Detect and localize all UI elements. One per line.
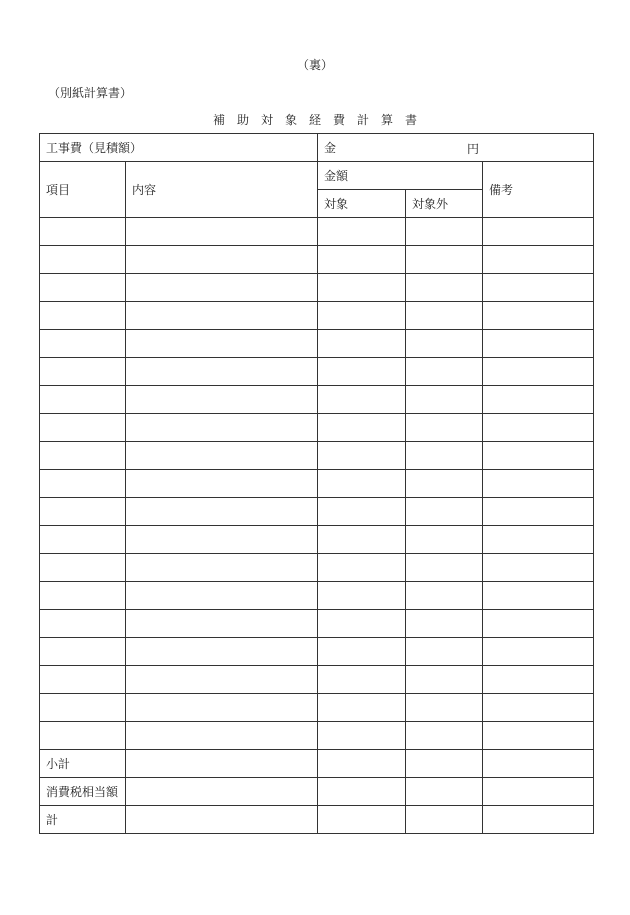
item-cell[interactable] — [40, 414, 126, 442]
item-cell[interactable] — [40, 722, 126, 750]
remarks-cell[interactable] — [483, 414, 594, 442]
ineligible-amount-cell[interactable] — [406, 806, 483, 834]
table-row — [40, 666, 594, 694]
content-cell[interactable] — [126, 414, 318, 442]
content-cell[interactable] — [126, 386, 318, 414]
remarks-cell[interactable] — [483, 582, 594, 610]
remarks-cell[interactable] — [483, 358, 594, 386]
remarks-cell[interactable] — [483, 666, 594, 694]
eligible-amount-cell[interactable] — [318, 470, 406, 498]
eligible-amount-cell[interactable] — [318, 666, 406, 694]
item-cell[interactable] — [40, 246, 126, 274]
table-row — [40, 218, 594, 246]
eligible-amount-cell[interactable] — [318, 638, 406, 666]
remarks-cell[interactable] — [483, 806, 594, 834]
remarks-cell[interactable] — [483, 218, 594, 246]
ineligible-amount-cell[interactable] — [406, 582, 483, 610]
item-cell[interactable] — [40, 526, 126, 554]
table-row — [40, 330, 594, 358]
table-row — [40, 694, 594, 722]
remarks-cell[interactable] — [483, 554, 594, 582]
table-row — [40, 498, 594, 526]
ineligible-amount-cell[interactable] — [406, 526, 483, 554]
content-cell[interactable] — [126, 806, 318, 834]
summary-row — [40, 806, 594, 834]
content-cell[interactable] — [126, 246, 318, 274]
item-cell[interactable] — [40, 666, 126, 694]
ineligible-amount-cell[interactable] — [406, 778, 483, 806]
eligible-amount-cell[interactable] — [318, 386, 406, 414]
eligible-amount-cell[interactable] — [318, 554, 406, 582]
table-row — [40, 414, 594, 442]
remarks-cell[interactable] — [483, 302, 594, 330]
remarks-cell[interactable] — [483, 694, 594, 722]
content-cell[interactable] — [126, 330, 318, 358]
item-cell[interactable] — [40, 330, 126, 358]
table-row — [40, 274, 594, 302]
table-row — [40, 442, 594, 470]
ineligible-amount-cell[interactable] — [406, 358, 483, 386]
ineligible-amount-cell[interactable] — [406, 666, 483, 694]
cost-calculation-table — [39, 133, 594, 834]
eligible-amount-cell[interactable] — [318, 274, 406, 302]
ineligible-amount-cell[interactable] — [406, 274, 483, 302]
table-row — [40, 582, 594, 610]
content-column-header: 内容 — [126, 162, 318, 218]
eligible-amount-cell[interactable] — [318, 582, 406, 610]
eligible-amount-cell[interactable] — [318, 778, 406, 806]
item-cell[interactable] — [40, 610, 126, 638]
eligible-amount-cell[interactable] — [318, 722, 406, 750]
item-cell[interactable] — [40, 274, 126, 302]
content-cell[interactable] — [126, 582, 318, 610]
remarks-cell[interactable] — [483, 470, 594, 498]
document-title: 補助対象経費計算書 — [212, 113, 429, 127]
ineligible-amount-cell[interactable] — [406, 498, 483, 526]
item-cell[interactable] — [40, 498, 126, 526]
content-cell[interactable] — [126, 274, 318, 302]
construction-cost-label: 工事費（見積額） — [40, 134, 318, 162]
content-cell[interactable] — [126, 610, 318, 638]
remarks-cell[interactable] — [483, 750, 594, 778]
content-cell[interactable] — [126, 722, 318, 750]
item-cell[interactable] — [40, 442, 126, 470]
remarks-cell[interactable] — [483, 330, 594, 358]
remarks-cell[interactable] — [483, 274, 594, 302]
ineligible-amount-cell[interactable] — [406, 638, 483, 666]
eligible-amount-cell[interactable] — [318, 694, 406, 722]
table-row — [40, 610, 594, 638]
summary-row-label: 消費税相当額 — [40, 778, 126, 806]
content-cell[interactable] — [126, 554, 318, 582]
content-cell[interactable] — [126, 778, 318, 806]
eligible-amount-cell[interactable] — [318, 610, 406, 638]
item-cell[interactable] — [40, 638, 126, 666]
eligible-amount-cell[interactable] — [318, 750, 406, 778]
ineligible-amount-cell[interactable] — [406, 610, 483, 638]
content-cell[interactable] — [126, 694, 318, 722]
table-row — [40, 246, 594, 274]
ineligible-amount-cell[interactable] — [406, 330, 483, 358]
eligible-amount-cell[interactable] — [318, 358, 406, 386]
remarks-cell[interactable] — [483, 526, 594, 554]
table-row — [40, 526, 594, 554]
table-row — [40, 638, 594, 666]
attachment-label: （別紙計算書） — [48, 86, 133, 100]
reverse-side-label: （裏） — [296, 58, 333, 72]
eligible-amount-header: 対象 — [318, 190, 406, 218]
ineligible-amount-cell[interactable] — [406, 414, 483, 442]
remarks-column-header: 備考 — [483, 162, 594, 218]
ineligible-amount-cell[interactable] — [406, 246, 483, 274]
construction-cost-row — [40, 134, 594, 162]
ineligible-amount-cell[interactable] — [406, 694, 483, 722]
summary-row-label: 小計 — [40, 750, 126, 778]
remarks-cell[interactable] — [483, 442, 594, 470]
summary-row — [40, 750, 594, 778]
ineligible-amount-cell[interactable] — [406, 302, 483, 330]
table-row — [40, 358, 594, 386]
item-cell[interactable] — [40, 302, 126, 330]
content-cell[interactable] — [126, 666, 318, 694]
item-cell[interactable] — [40, 582, 126, 610]
content-cell[interactable] — [126, 218, 318, 246]
remarks-cell[interactable] — [483, 246, 594, 274]
content-cell[interactable] — [126, 358, 318, 386]
remarks-cell[interactable] — [483, 778, 594, 806]
remarks-cell[interactable] — [483, 386, 594, 414]
eligible-amount-cell[interactable] — [318, 806, 406, 834]
remarks-cell[interactable] — [483, 498, 594, 526]
ineligible-amount-header: 対象外 — [406, 190, 483, 218]
remarks-cell[interactable] — [483, 610, 594, 638]
table-row — [40, 386, 594, 414]
currency-unit: 円 — [467, 142, 480, 156]
amount-column-header: 金額 — [318, 162, 483, 190]
content-cell[interactable] — [126, 750, 318, 778]
eligible-amount-cell[interactable] — [318, 246, 406, 274]
remarks-cell[interactable] — [483, 638, 594, 666]
ineligible-amount-cell[interactable] — [406, 554, 483, 582]
eligible-amount-cell[interactable] — [318, 442, 406, 470]
table-row — [40, 722, 594, 750]
ineligible-amount-cell[interactable] — [406, 442, 483, 470]
summary-row — [40, 778, 594, 806]
summary-row-label: 計 — [40, 806, 126, 834]
ineligible-amount-cell[interactable] — [406, 750, 483, 778]
ineligible-amount-cell[interactable] — [406, 218, 483, 246]
amount-prefix: 金 — [324, 141, 337, 155]
table-row — [40, 554, 594, 582]
eligible-amount-cell[interactable] — [318, 218, 406, 246]
construction-cost-amount-field[interactable] — [318, 134, 594, 162]
item-cell[interactable] — [40, 694, 126, 722]
content-cell[interactable] — [126, 442, 318, 470]
item-cell[interactable] — [40, 554, 126, 582]
ineligible-amount-cell[interactable] — [406, 386, 483, 414]
content-cell[interactable] — [126, 470, 318, 498]
eligible-amount-cell[interactable] — [318, 498, 406, 526]
table-row — [40, 470, 594, 498]
item-cell[interactable] — [40, 218, 126, 246]
content-cell[interactable] — [126, 498, 318, 526]
content-cell[interactable] — [126, 526, 318, 554]
remarks-cell[interactable] — [483, 722, 594, 750]
eligible-amount-cell[interactable] — [318, 414, 406, 442]
eligible-amount-cell[interactable] — [318, 302, 406, 330]
column-header-row — [40, 162, 594, 190]
content-cell[interactable] — [126, 302, 318, 330]
table-row — [40, 302, 594, 330]
eligible-amount-cell[interactable] — [318, 526, 406, 554]
item-cell[interactable] — [40, 386, 126, 414]
item-cell[interactable] — [40, 470, 126, 498]
ineligible-amount-cell[interactable] — [406, 722, 483, 750]
content-cell[interactable] — [126, 638, 318, 666]
ineligible-amount-cell[interactable] — [406, 470, 483, 498]
item-column-header: 項目 — [40, 162, 126, 218]
eligible-amount-cell[interactable] — [318, 330, 406, 358]
item-cell[interactable] — [40, 358, 126, 386]
